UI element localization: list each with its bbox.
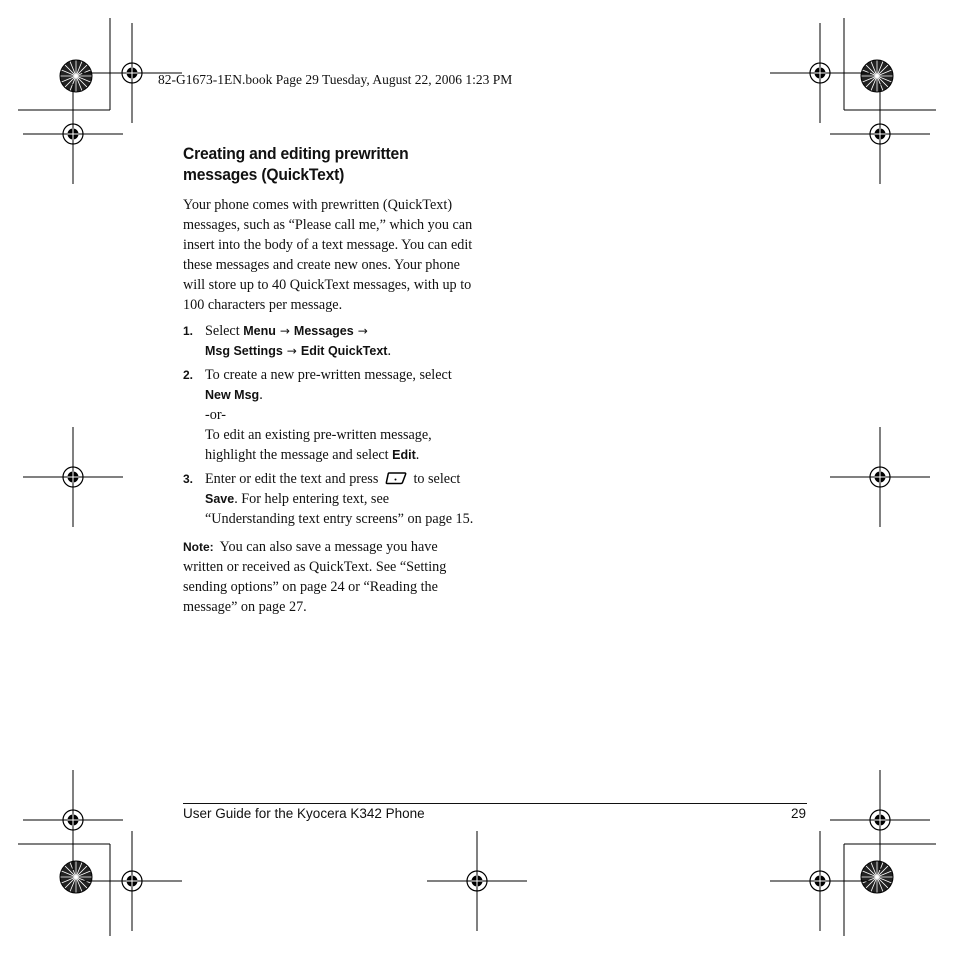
page-content — [183, 143, 483, 617]
edit-quicktext-label: Edit QuickText — [300, 344, 388, 358]
step-text: Select — [205, 323, 240, 339]
footer-rule — [183, 803, 807, 804]
edit-label: Edit — [392, 448, 416, 462]
msg-settings-label: Msg Settings — [205, 344, 283, 358]
step-1 — [183, 321, 483, 361]
step-punct: . — [387, 343, 391, 359]
intro-paragraph: Your phone comes with prewritten (QuickText) messages, such as “Please call me,” which you can insert into the body of a text message. You can edit these messages and create new ones. Your phone will store up to 40 QuickText messages, with up to 100 characters per message. — [183, 197, 473, 313]
section-heading: Creating and editing prewritten messages (QuickText) — [183, 144, 409, 184]
arrow-icon: → — [357, 324, 368, 338]
page-number: 29 — [790, 806, 806, 821]
step-text: To edit an existing pre-written message, highlight the message and select — [205, 427, 432, 463]
step-text: . For help entering text, see “Understanding text entry screens” on page 15. — [205, 491, 474, 527]
note-text: You can also save a message you have written or received as QuickText. See “Setting sending options” on page 24 or “Reading the message” on page 27. — [183, 539, 447, 615]
step-3 — [183, 469, 483, 529]
footer-title: User Guide for the Kyocera K342 Phone — [183, 806, 425, 821]
messages-label: Messages — [293, 324, 354, 338]
save-label: Save — [205, 492, 235, 506]
step-number: 2. — [183, 368, 194, 382]
or-separator: -or- — [205, 407, 226, 423]
step-text: To create a new pre-written message, select — [205, 367, 452, 383]
step-body — [205, 469, 477, 529]
step-body — [205, 365, 477, 465]
new-msg-label: New Msg — [205, 388, 260, 402]
note-paragraph — [183, 537, 463, 617]
step-2 — [183, 365, 483, 465]
softkey-icon — [385, 471, 407, 485]
arrow-icon: → — [286, 344, 297, 358]
step-text: to select — [413, 471, 461, 487]
step-punct: . — [259, 387, 263, 403]
step-number: 3. — [183, 472, 194, 486]
step-text: Enter or edit the text and press — [205, 471, 379, 487]
print-slug: 82-G1673-1EN.book Page 29 Tuesday, August 22, 2006 1:23 PM — [158, 72, 513, 87]
step-number: 1. — [183, 324, 194, 338]
note-label: Note: — [183, 540, 214, 554]
menu-label: Menu — [243, 324, 276, 338]
arrow-icon: → — [279, 324, 290, 338]
step-body — [205, 321, 477, 361]
step-punct: . — [415, 447, 420, 463]
steps-list — [183, 321, 483, 529]
